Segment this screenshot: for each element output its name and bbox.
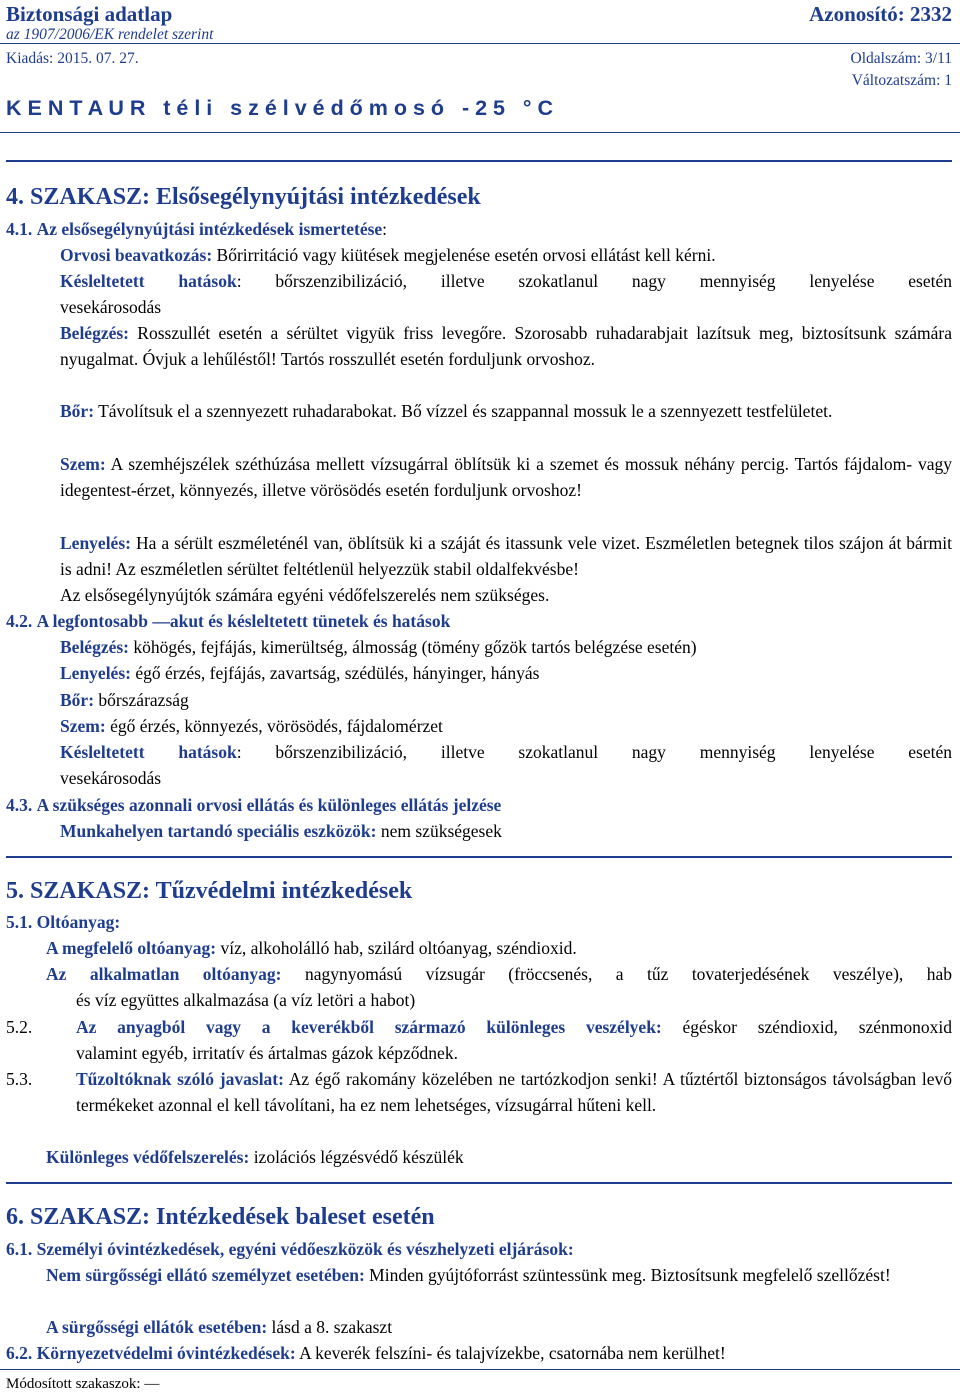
footer-divider [0, 1369, 960, 1370]
section-4-rule [6, 160, 952, 162]
label: A sürgősségi ellátók esetében: [46, 1317, 268, 1337]
label: Lenyelés: [60, 663, 131, 683]
text: Az égő rakomány közelében ne tartózkodjon senki! A tűztértől biztonságos távolságban levő termékeket azonnal el kell távolítani, ha ez nem lehetséges, vízsugárral hűteni kell. [76, 1069, 952, 1115]
text: izolációs légzésvédő készülék [249, 1147, 464, 1167]
label: Az alkalmatlan oltóanyag: [46, 964, 282, 984]
delayed-effects-line-2: vesekárosodás [60, 297, 162, 317]
version: Változatszám: 1 [851, 72, 952, 89]
subsection-number: 6.2. [6, 1343, 33, 1363]
subsection-5-3-number: 5.3. [6, 1069, 33, 1089]
text: égő érzés, fejfájás, zavartság, szédülés, hányinger, hányás [130, 663, 540, 683]
subsection-4-2-heading [6, 608, 450, 634]
emergency-responders [46, 1314, 392, 1340]
text: bőrszárazság [94, 690, 189, 710]
label: Szem: [60, 716, 106, 736]
delayed-effects-line-1 [60, 268, 952, 294]
skin [60, 398, 952, 424]
text: Bőrirritáció vagy kiütések megjelenése esetén orvosi ellátást kell kérni. [212, 245, 716, 265]
page-number: Oldalszám: 3/11 [850, 50, 952, 67]
workplace-equipment [60, 818, 502, 844]
section-4-title: 4. SZAKASZ: Elsősegélynyújtási intézkedések [6, 184, 481, 210]
unsuitable-media-line-2: és víz együttes alkalmazása (a víz letöri a habot) [76, 990, 416, 1010]
delayed-effects [60, 268, 952, 320]
subsection-number: 4.2. [6, 611, 33, 631]
label: Különleges védőfelszerelés: [46, 1147, 250, 1167]
subsection-5-1-heading [6, 909, 120, 935]
symptom-inhalation [60, 634, 697, 660]
subsection-4-1-heading [6, 216, 387, 242]
subsection-title: Személyi óvintézkedések, egyéni védőeszközök és vészhelyzeti eljárások: [36, 1239, 574, 1259]
subsection-number: 5.1. [6, 912, 33, 932]
label: Belégzés: [60, 323, 129, 343]
non-emergency-personnel [46, 1262, 952, 1288]
text: Rosszullét esetén a sérültet vigyük friss levegőre. Szorosabb ruhadarabjait lazítsuk meg, biztosítsunk számára nyugalmat. Óvjuk a lehűléstől! Tartós rosszullét esetén forduljunk orvoshoz. [60, 323, 952, 369]
label: Késleltetett hatások [60, 271, 237, 291]
label: Orvosi beavatkozás: [60, 245, 213, 265]
delayed-effects-2-line-2: vesekárosodás [60, 768, 162, 788]
label: Az anyagból vagy a keverékből származó különleges veszélyek: [76, 1017, 662, 1037]
text: A szemhéjszélek széthúzása mellett vízsugárral öblítsük ki a szemet és mossuk néhány percig. Tartós fájdalom- vagy idegentest-érzet, könnyezés, illetve vörösödés esetén forduljunk orvoshoz! [60, 454, 952, 500]
symptom-eyes [60, 713, 443, 739]
subsection-6-1-heading [6, 1236, 574, 1262]
colon: : [382, 219, 388, 239]
symptom-ingestion [60, 660, 539, 686]
document-id: Azonosító: 2332 [809, 2, 952, 26]
modified-sections: Módosított szakaszok: — [6, 1376, 160, 1392]
text: nem szükségesek [376, 821, 502, 841]
section-5-title: 5. SZAKASZ: Tűzvédelmi intézkedések [6, 878, 413, 904]
subsection-4-3-heading [6, 792, 501, 818]
header-divider [0, 43, 960, 44]
text: égéskor széndioxid, szénmonoxid [661, 1017, 953, 1037]
regulation: az 1907/2006/EK rendelet szerint [6, 26, 214, 43]
label: Késleltetett hatások [60, 742, 237, 762]
section-6-rule [6, 1182, 952, 1184]
unsuitable-media [46, 961, 952, 1013]
section-5-rule [6, 856, 952, 858]
subsection-title: A legfontosabb —akut és késleltetett tünetek és hatások [36, 611, 451, 631]
medical-intervention [60, 242, 716, 268]
ingestion [60, 530, 952, 582]
text: köhögés, fejfájás, kimerültség, álmosság (tömény gőzök tartós belégzése esetén) [129, 637, 697, 657]
label: Bőr: [60, 690, 95, 710]
special-hazards [76, 1014, 952, 1066]
header-row-1 [6, 2, 952, 26]
label: Bőr: [60, 401, 95, 421]
delayed-effects-2 [60, 739, 952, 791]
document-type: Biztonsági adatlap [6, 2, 173, 26]
section-6-title: 6. SZAKASZ: Intézkedések baleset esetén [6, 1204, 435, 1230]
label: Lenyelés: [60, 533, 131, 553]
text: : bőrszenzibilizáció, illetve szokatlanul nagy mennyiség lenyelése esetén [236, 271, 952, 291]
subsection-5-2-number: 5.2. [6, 1017, 33, 1037]
label: Szem: [60, 454, 106, 474]
suitable-media [46, 935, 577, 961]
text: víz, alkoholálló hab, szilárd oltóanyag, széndioxid. [216, 938, 577, 958]
label: A megfelelő oltóanyag: [46, 938, 217, 958]
subsection-6-2 [6, 1340, 726, 1366]
product-name: K E N T A U R t é l i s z é l v é d ő m o s ó - 2 5 ° C [6, 96, 554, 120]
label: Környezetvédelmi óvintézkedések: [36, 1343, 296, 1363]
subsection-title: A szükséges azonnali orvosi ellátás és különleges ellátás jelzése [36, 795, 502, 815]
text: : bőrszenzibilizáció, illetve szokatlanul nagy mennyiség lenyelése esetén [236, 742, 952, 762]
special-hazards-line-2: valamint egyéb, irritatív és ártalmas gázok képződnek. [76, 1043, 458, 1063]
issue-date: Kiadás: 2015. 07. 27. [6, 50, 139, 67]
text: Ha a sérült eszméleténél van, öblítsük ki a száját és itassunk vele vizet. Eszméletlen betegnek tilos szájon át bármit is adni! Az eszméletlen sérültet feltétlenül helyezzük stabil oldalfekvésbe! [60, 533, 952, 579]
text: Távolítsuk el a szennyezett ruhadarabokat. Bő vízzel és szappannal mossuk le a szennyezett testfelületet. [94, 401, 833, 421]
subsection-number: 6.1. [6, 1239, 33, 1259]
delayed-effects-2-line-1 [60, 739, 952, 765]
special-hazards-line-1 [76, 1014, 952, 1040]
label: Munkahelyen tartandó speciális eszközök: [60, 821, 377, 841]
header-bottom-divider [0, 132, 960, 133]
subsection-number: 4.3. [6, 795, 33, 815]
eyes [60, 451, 952, 503]
text: Minden gyújtóforrást szüntessünk meg. Biztosítsunk megfelelő szellőzést! [364, 1265, 891, 1285]
firefighter-advice [76, 1066, 952, 1118]
subsection-title: Oltóanyag: [36, 912, 121, 932]
unsuitable-media-line-1 [46, 961, 952, 987]
special-equipment [46, 1144, 464, 1170]
ppe-note: Az elsősegélynyújtók számára egyéni védőfelszerelés nem szükséges. [60, 585, 550, 605]
text: A keverék felszíni- és talajvízekbe, csatornába nem kerülhet! [295, 1343, 726, 1363]
symptom-skin [60, 687, 189, 713]
label: Nem sürgősségi ellátó személyzet esetében: [46, 1265, 365, 1285]
label: Tűzoltóknak szóló javaslat: [76, 1069, 284, 1089]
inhalation [60, 320, 952, 372]
subsection-title: Az elsősegélynyújtási intézkedések ismertetése [36, 219, 383, 239]
subsection-number: 4.1. [6, 219, 33, 239]
label: Belégzés: [60, 637, 129, 657]
text: égő érzés, könnyezés, vörösödés, fájdalomérzet [105, 716, 443, 736]
text: lásd a 8. szakaszt [267, 1317, 393, 1337]
text: nagynyomású vízsugár (fröccsenés, a tűz tovaterjedésének veszélye), hab [281, 964, 952, 984]
